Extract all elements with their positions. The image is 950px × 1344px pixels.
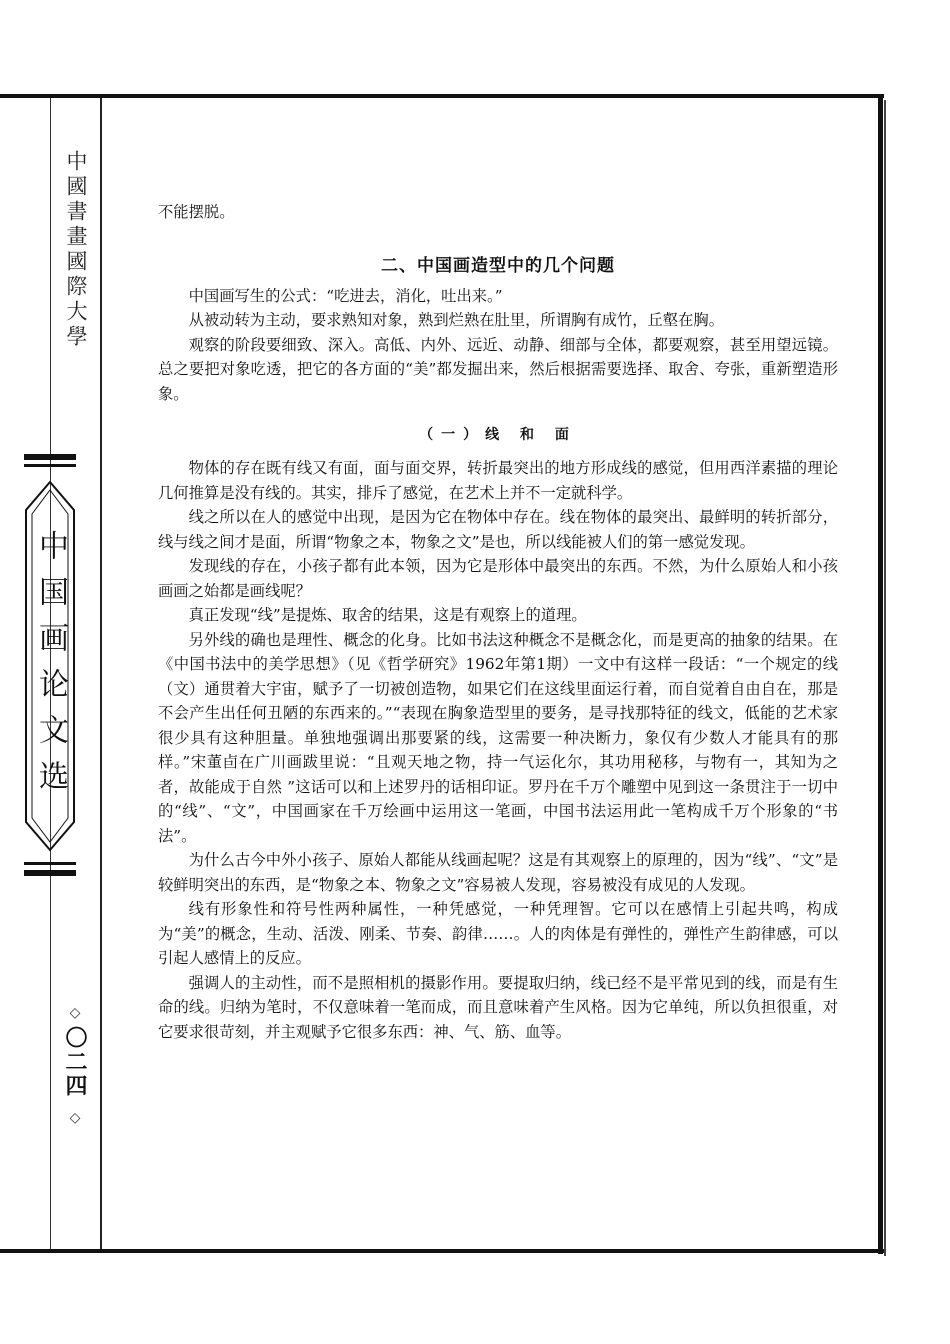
page-number: 〇二四	[62, 1026, 88, 1098]
book-title: 中国画论文选	[33, 530, 68, 806]
main-text	[158, 200, 838, 1044]
page-frame-top	[0, 94, 884, 98]
page-frame-bottom	[0, 1249, 884, 1253]
paragraph: 物体的存在既有线又有面，面与面交界，转折最突出的地方形成线的感觉，但用西洋素描的理论几何推算是没有线的。其实，排斥了感觉，在艺术上并不一定就科学。	[158, 459, 838, 502]
university-name: 中國書畫國際大學	[64, 150, 88, 350]
cartouche-band-top-1	[24, 454, 76, 460]
diamond-icon-top: ◇	[69, 1005, 81, 1021]
subsection-heading: （一）线 和 面	[419, 427, 577, 443]
section-heading: 二、中国画造型中的几个问题	[381, 255, 615, 276]
gutter-line-inner	[100, 98, 102, 1249]
cartouche-band-bottom-2	[24, 870, 76, 876]
page-frame-right	[878, 94, 883, 1254]
page-number-block	[60, 1000, 90, 1131]
cartouche-band-bottom-1	[24, 862, 76, 865]
paragraph: 另外线的确也是理性、概念的化身。比如书法这种概念不是概念化，而是更高的抽象的结果。在《中国书法中的美学思想》（见《哲学研究》1962年第1期）一文中有这样一段话：“一个规定的线（文）通贯着大宇宙，赋予了一切被创造物，如果它们在这线里面运行着，而自觉着自由自在，那是不会产生出任何丑陋的东西来的。”“表现在胸象造型里的要务，是寻找那特征的线文，低能的艺术家很少具有这种胆量。单独地强调出那要紧的线，这需要一种决断力，象仅有少数人才能具有的那样。”宋董卣在广川画跋里说：“且观天地之物，持一气运化尔，其功用秘移，与物有一，其知为之者，故能成于自然 ”这话可以和上述罗丹的话相印证。罗丹在千万个雕塑中见到这一条贯注于一切中的“线”、“文”，中国画家在千万绘画中运用这一笔画，中国书法运用此一笔构成千万个形象的“书法”。	[158, 630, 838, 845]
cartouche-band-top-2	[24, 464, 76, 467]
paragraph: 发现线的存在，小孩子都有此本领，因为它是形体中最突出的东西。不然，为什么原始人和小孩画画之始都是画线呢？	[158, 557, 838, 600]
intro-paragraph: 从被动转为主动，要求熟知对象，熟到烂熟在肚里，所谓胸有成竹，丘壑在胸。	[188, 311, 724, 329]
paragraph: 线有形象性和符号性两种属性，一种凭感觉，一种凭理智。它可以在感情上引起共鸣，构成为“美”的概念，生动、活泼、刚柔、节奏、韵律……。人的肉体是有弹性的，弹性产生韵律感，可以引起人感情上的反应。	[158, 900, 838, 967]
lead-line: 不能摆脱。	[158, 203, 235, 221]
diamond-icon-bottom: ◇	[69, 1110, 81, 1126]
paragraph: 线之所以在人的感觉中出现，是因为它在物体中存在。线在物体的最突出、最鲜明的转折部分，线与线之间才是面，所谓“物象之本，物象之文”是也，所以线能被人们的第一感觉发现。	[158, 508, 838, 551]
paragraph: 为什么古今中外小孩子、原始人都能从线画起呢？这是有其观察上的原理的，因为“线”、“文”是较鲜明突出的东西，是“物象之本、物象之文”容易被人发现，容易被没有成见的人发现。	[158, 851, 838, 894]
paragraph: 真正发现“线”是提炼、取舍的结果，这是有观察上的道理。	[188, 606, 587, 624]
page-frame-shadow	[884, 100, 886, 1256]
intro-paragraph: 中国画写生的公式：“吃进去，消化，吐出来。”	[188, 286, 503, 305]
paragraph: 强调人的主动性，而不是照相机的摄影作用。要提取归纳，线已经不是平常见到的线，而是有生命的线。归纳为笔时，不仅意味着一笔而成，而且意味着产生风格。因为它单纯，所以负担很重，对它要求很苛刻，并主观赋予它很多东西：神、气、筋、血等。	[158, 973, 838, 1041]
intro-paragraph: 观察的阶段要细致、深入。高低、内外、远近、动静、细部与全体，都要观察，甚至用望远镜。总之要把对象吃透，把它的各方面的“美”都发掘出来，然后根据需要选择、取舍、夸张，重新塑造形象。	[158, 335, 838, 403]
